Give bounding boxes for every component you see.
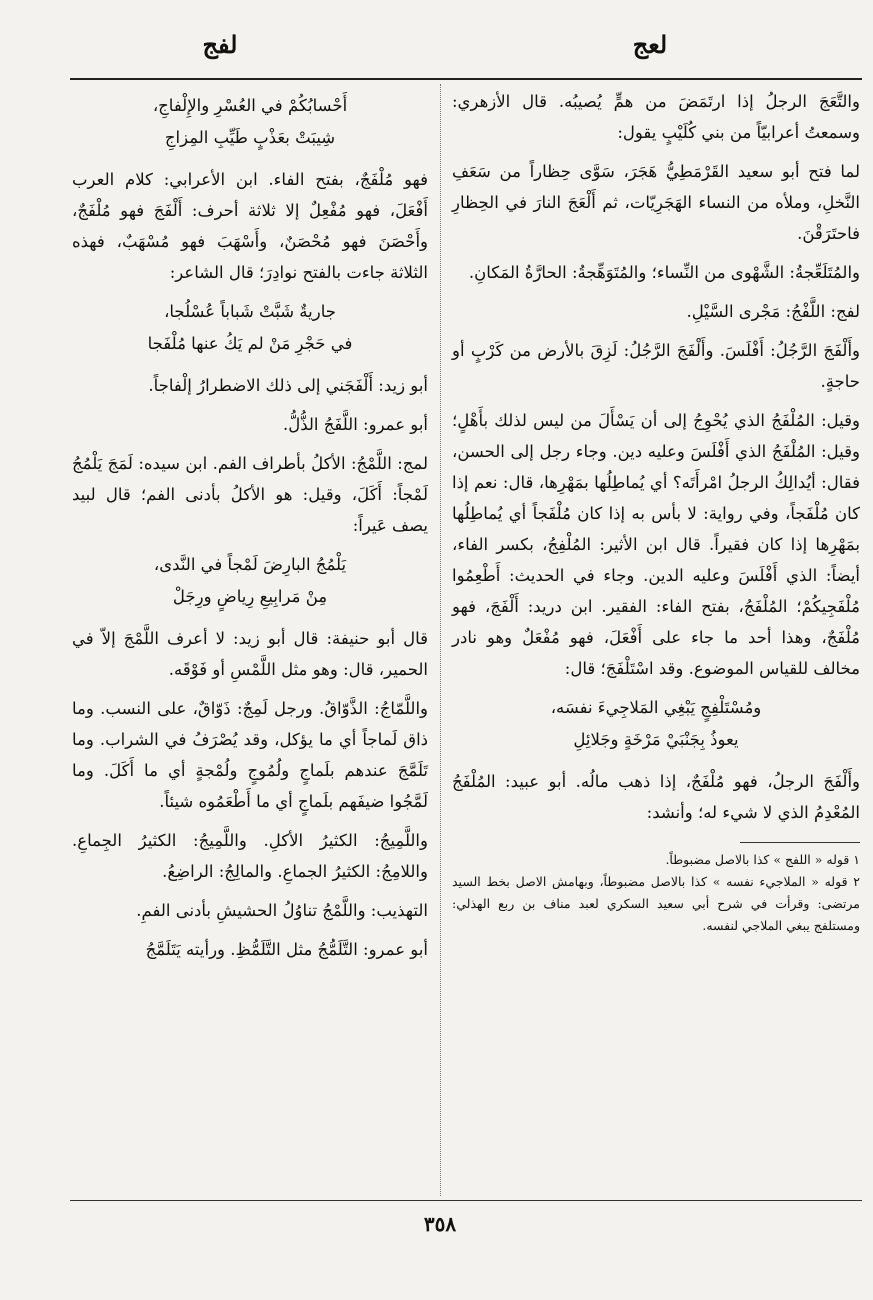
verse-line: يَلْمُجُ البارِضَ لَمْجاً في النَّدى،	[153, 555, 347, 574]
entry-paragraph: وقيل: المُلْفَجُ الذي يُحْوِجُ إلى أن يَسْأَلَ من ليس لذلك بأَهْلٍ؛ وقيل: المُلْفَجُ الذي أَفْلَسَ وعليه دين. وجاء رجل إلى الحسن، فقال: أيُدالِكُ الرجلُ امْرأَتَه؟ أي يُماطِلُها بمَهْرِها، قال: نعم إذا كان مُلْفَجاً، وفي رواية: لا بأس به إذا كان مُلْفَجاً أي يُماطِلُها بمَهْرِها إذا كان فقيراً. قال ابن الأثير: المُلْفِجُ، بكسر الفاء، أيضاً: الذي أَفْلَسَ وعليه الدين. وجاء في الحديث: أَطْعِمُوا مُلْفَجِيكُمْ؛ المُلْفَجُ، بفتح الفاء: الفقير. ابن دريد: أَلْفَجَ، فهو مُلْفَجٌ، وهذا أحد ما جاء على أَفْعَلَ، فهو مُفْعَلٌ وهو نادر مخالف للقياس الموضوع. وقد اسْتَلْفَجَ؛ قال:	[452, 411, 860, 678]
verse-quote	[72, 90, 428, 154]
verse-line: ومُسْتَلْفِجٍ يَبْغِي المَلاجِيءَ نفسَه،	[550, 698, 762, 717]
entry-paragraph: وأَلْفَجَ الرَّجُلُ: أَفْلَسَ. وأَلْفَجَ الرَّجُلُ: لَزِقَ بالأرض من كَرْبٍ أو حاجةٍ.	[452, 341, 860, 391]
entry-paragraph: وأَلْفَجَ الرجلُ، فهو مُلْفَجٌ، إذا ذهب مالُه. أبو عبيد: المُلْفَجُ المُعْدِمُ الذي لا شيء له؛ وأنشد:	[452, 772, 860, 822]
verse-line: شِيبَتْ بعَذْبٍ طَيِّبِ المِزاجِ	[164, 128, 336, 147]
left-column-body	[72, 90, 428, 965]
footnote: ٢ قوله « الملاجيء نفسه » كذا بالاصل مضبوطاً، وبهامش الاصل بخط السيد مرتضى: وقرأت في شرح أبي سعيد السكري لعبد مناف بن ربع الهذلي: ومستلفج يبغي الملاجي لنفسه.	[452, 874, 860, 933]
right-column	[452, 86, 860, 937]
entry-paragraph: والمُتَلَعِّجةُ: الشَّهْوى من النِّساء؛ والمُتَوَهِّجةُ: الحارَّةُ المَكانِ.	[468, 263, 860, 282]
right-column-body	[452, 86, 860, 828]
verse-quote	[72, 549, 428, 613]
entry-paragraph: والتَّعَجَ الرجلُ إذا ارتَمَضَ من همٍّ يُصيبُه. قال الأزهري: وسمعتُ أعرابيّاً من بني كُلَيْبٍ يقول:	[452, 92, 860, 142]
entry-paragraph: أبو عمرو: التَّلَمُّجُ مثل التَّلَمُّظِ. ورأيته يَتَلَمَّجُ	[145, 940, 428, 959]
verse-line: أَحْسابُكُمْ في العُسْرِ والإِلْفاجِ،	[152, 96, 348, 115]
entry-paragraph: واللَّمِيجُ: الكثيرُ الأكلِ. واللَّمِيجُ: الكثيرُ الجِماعِ. واللامِجُ: الكثيرُ الجماعِ. والمالِجُ: الراضِعُ.	[72, 831, 428, 881]
left-column	[72, 86, 428, 973]
entry-paragraph: لمج: اللَّمْجُ: الأكلُ بأطراف الفم. ابن سيده: لَمَجَ يَلْمُجُ لَمْجاً: أَكَلَ، وقيل: هو الأكلُ بأدنى الفم؛ قال لبيد يصف عَيراً:	[72, 454, 428, 535]
running-head-right: لعج	[632, 30, 668, 59]
verse-line: جاريةٌ شَبَّتْ شَباباً عُسْلُجا،	[164, 302, 336, 321]
footer-rule	[70, 1200, 862, 1201]
entry-paragraph: التهذيب: واللَّمْجُ تناوُلُ الحشيشِ بأدنى الفمِ.	[136, 901, 428, 920]
footnote: ١ قوله « اللفج » كذا بالاصل مضبوطاً.	[665, 852, 860, 867]
entry-paragraph: لفج: اللَّفْجُ: مَجْرى السَّيْلِ.	[686, 302, 860, 321]
entry-paragraph: قال أبو حنيفة: قال أبو زيد: لا أعرف اللَّمْجَ إلاّ في الحمير، قال: وهو مثل اللَّمْسِ أو فَوْقَه.	[72, 629, 428, 679]
footnotes	[452, 849, 860, 937]
header-rule	[70, 78, 862, 80]
page-number: ٣٥٨	[423, 1212, 457, 1236]
entry-paragraph: أبو زيد: أَلْفَجَني إلى ذلك الاضطرارُ إلْفاجاً.	[148, 376, 428, 395]
running-head-left: لفج	[202, 30, 238, 59]
verse-line: يعوذُ بِجَنْبَيْ مَرْخَةٍ وجَلائِلِ	[573, 730, 739, 749]
verse-quote	[452, 692, 860, 756]
verse-line: في حَجْرِ مَنْ لم يَكُ عنها مُلْفَجا	[147, 334, 353, 353]
verse-quote	[72, 296, 428, 360]
entry-paragraph: فهو مُلْفَجٌ، بفتح الفاء. ابن الأعرابي: كلام العرب أَفْعَلَ، فهو مُفْعِلٌ إلا ثلاثة أحرف: أَلْفَجَ فهو مُلْفَجٌ، وأَحْصَنَ فهو مُحْصَنٌ، وأَسْهَبَ فهو مُسْهَبٌ، فهذه الثلاثة جاءت بالفتح نوادِرَ؛ قال الشاعر:	[72, 170, 428, 282]
verse-line: مِنْ مَرابِيعِ رِياضٍ ورِجَلْ	[172, 587, 328, 606]
entry-paragraph: أبو عمرو: اللَّفَجُ الذُّلُّ.	[282, 415, 428, 434]
entry-paragraph: لما فتح أبو سعيد القَرْمَطِيُّ هَجَرَ، سَوَّى حِظاراً من سَعَفِ النَّخلِ، وملأه من النساء الهَجَرِيّات، ثم أَلْعَجَ النارَ في الحِظارِ فاحتَرَقْنَ.	[452, 162, 860, 243]
footnote-rule	[740, 842, 860, 843]
column-divider	[440, 84, 441, 1196]
entry-paragraph: واللَّمّاجُ: الذَّوّاقُ. ورجل لَمِجٌ: ذَوّاقٌ، على النسب. وما ذاق لَماجاً أي ما يؤكل، وقد يُصْرَفُ في الشراب. وما تَلَمَّجَ عندهم بلَماجٍ ولُمُوجٍ ولُمْجةٍ أي ما أَكَلَ. وما لَمَّجُوا ضيفَهم بلَماجٍ أي ما أَطْعَمُوه شيئاً.	[72, 699, 428, 811]
